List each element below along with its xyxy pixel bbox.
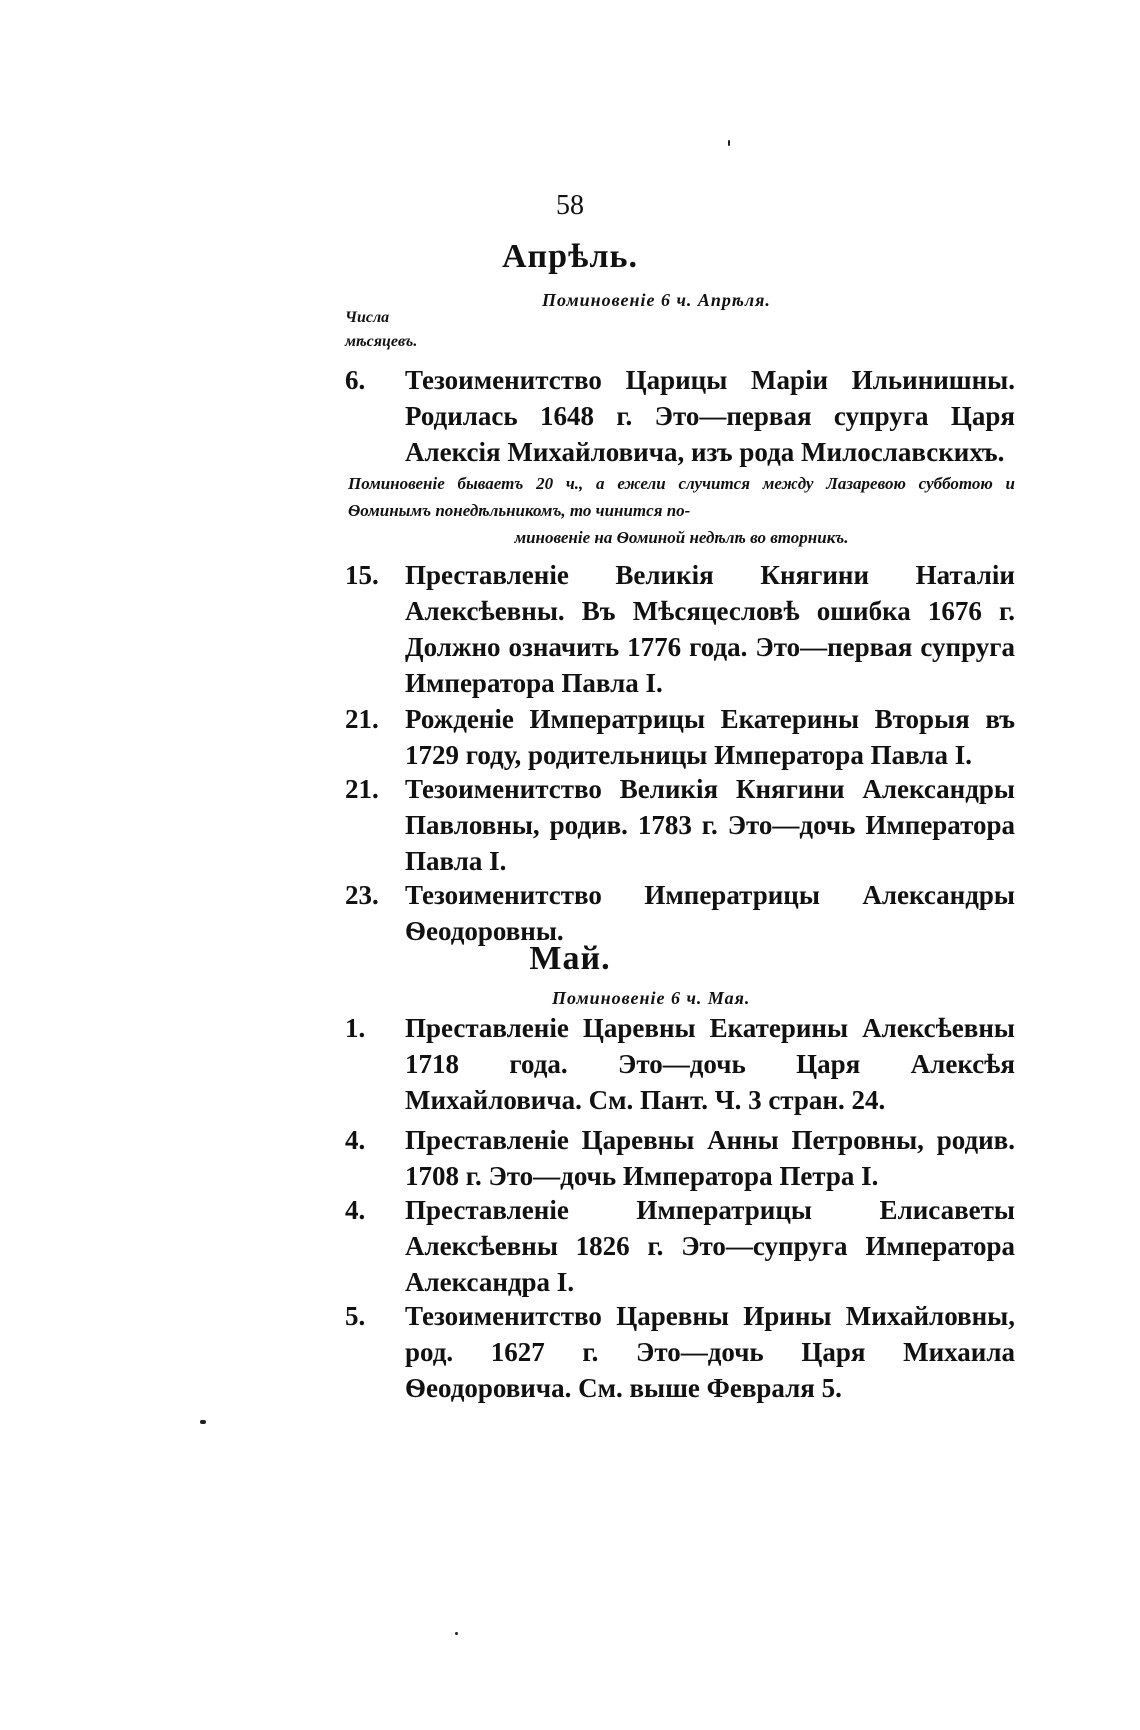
note-text-last: миновеніе на Ѳоминой недѣлѣ во вторникъ. (514, 528, 849, 547)
april-heading: Апрѣль. (501, 238, 638, 275)
entry-text: Тезоименитство Императрицы Александры Ѳеодоровны. (405, 880, 1015, 946)
entry-number: 6. (345, 365, 366, 395)
entry-number: 5. (345, 1301, 366, 1331)
entry-text: Преставленіе Царевны Анны Петровны, родив. 1708 г. Это—дочь Императора Петра I. (405, 1125, 1015, 1191)
may-entry-1 (345, 1010, 1015, 1118)
entry-number: 15. (345, 560, 379, 590)
note-text: Поминовеніе бываетъ 20 ч., а ежели случится между Лазаревою субботою и Ѳоминымъ понедѣльникомъ, то чинится по- (348, 474, 1015, 520)
may-commemoration: Поминовеніе 6 ч. Мая. (552, 988, 751, 1008)
entry-text: Тезоименитство Царевны Ирины Михайловны, род. 1627 г. Это—дочь Царя Михаила Ѳеодоровича. См. выше Февраля 5. (405, 1301, 1015, 1403)
month-column-label (345, 306, 417, 354)
entry-text: Тезоименитство Великія Княгини Александры Павловны, родив. 1783 г. Это—дочь Императора Павла I. (405, 774, 1015, 876)
entry-text: Тезоименитство Царицы Маріи Ильинишны. Родилась 1648 г. Это—первая супруга Царя Алексія Михайловича, изъ рода Милославскихъ. (405, 365, 1015, 467)
may-heading: Май. (529, 940, 611, 977)
april-entry-23 (345, 877, 1015, 949)
april-entry-15 (345, 557, 1015, 701)
april-note (348, 470, 1015, 551)
column-label-line-1: Числа (345, 309, 390, 326)
entry-text: Преставленіе Царевны Екатерины Алексѣевны 1718 года. Это—дочь Царя Алексѣя Михайловича. См. Пант. Ч. 3 стран. 24. (405, 1013, 1015, 1115)
entry-number: 23. (345, 880, 379, 910)
column-label-line-2: мѣсяцевъ. (345, 333, 418, 350)
entry-number: 4. (345, 1195, 366, 1225)
paper-speck (200, 1420, 206, 1424)
entry-number: 21. (345, 774, 379, 804)
may-entry-5 (345, 1298, 1015, 1406)
entry-number: 1. (345, 1013, 366, 1043)
may-entry-4b (345, 1192, 1015, 1300)
april-entry-21b (345, 771, 1015, 879)
entry-text: Рожденіе Императрицы Екатерины Вторыя въ 1729 году, родительницы Императора Павла I. (405, 704, 1015, 770)
april-entry-21a (345, 701, 1015, 773)
entry-text: Преставленіе Великія Княгини Наталіи Алексѣевны. Въ Мѣсяцесловѣ ошибка 1676 г. Должно означить 1776 года. Это—первая супруга Императора Павла I. (405, 560, 1015, 698)
paper-speck (455, 1632, 458, 1635)
entry-number: 21. (345, 704, 379, 734)
april-entry-6 (345, 362, 1015, 470)
entry-number: 4. (345, 1125, 366, 1155)
may-entry-4a (345, 1122, 1015, 1194)
april-commemoration: Поминовеніе 6 ч. Апрѣля. (542, 290, 771, 310)
page-number: 58 (556, 190, 584, 221)
entry-text: Преставленіе Императрицы Елисаветы Алексѣевны 1826 г. Это—супруга Императора Александра I. (405, 1195, 1015, 1297)
paper-speck (728, 140, 730, 146)
